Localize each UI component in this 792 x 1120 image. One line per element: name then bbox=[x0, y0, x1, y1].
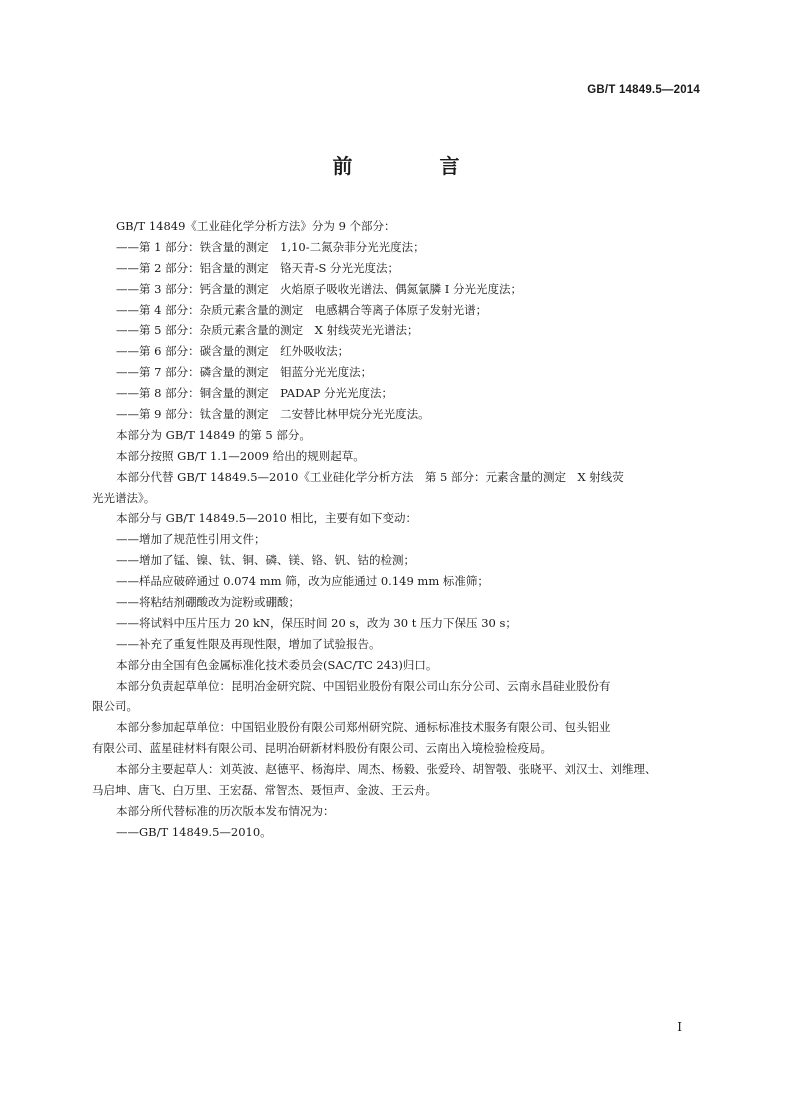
text-line: ——第 2 部分：铝含量的测定 铬天青-S 分光光度法； bbox=[116, 260, 400, 275]
text-line: ——第 8 部分：铜含量的测定 PADAP 分光光度法； bbox=[116, 386, 394, 401]
text-line: 限公司。 bbox=[92, 699, 138, 714]
text-line: 本部分所代替标准的历次版本发布情况为： bbox=[116, 803, 335, 818]
page-title: 前 言 bbox=[332, 154, 500, 178]
text-line: 本部分按照 GB/T 1.1—2009 给出的规则起草。 bbox=[116, 448, 365, 463]
text-line: ——GB/T 14849.5—2010。 bbox=[116, 824, 272, 839]
text-line: 本部分为 GB/T 14849 的第 5 部分。 bbox=[116, 427, 311, 442]
text-line: ——样品应破碎通过 0.074 mm 筛，改为应能通过 0.149 mm 标准筛； bbox=[116, 574, 489, 589]
text-line: 本部分代替 GB/T 14849.5—2010《工业硅化学分析方法 第 5 部分：元素含量的测定 X 射线荧 bbox=[116, 469, 624, 484]
text-line: ——增加了锰、镍、钛、铜、磷、镁、铬、钒、钴的检测； bbox=[116, 553, 415, 568]
text-line: ——第 1 部分：铁含量的测定 1,10-二氮杂菲分光光度法； bbox=[116, 239, 425, 254]
text-line: ——第 4 部分：杂质元素含量的测定 电感耦合等离子体原子发射光谱； bbox=[116, 302, 488, 317]
text-line: 本部分由全国有色金属标准化技术委员会(SAC/TC 243)归口。 bbox=[116, 657, 438, 672]
text-line: ——第 5 部分：杂质元素含量的测定 X 射线荧光光谱法； bbox=[116, 323, 419, 338]
text-line: 本部分主要起草人：刘英波、赵德平、杨海岸、周杰、杨毅、张爱玲、胡智彀、张晓平、刘汉士、刘维理、 bbox=[116, 762, 657, 777]
text-line: 马启坤、唐飞、白万里、王宏磊、常智杰、聂恒声、金波、王云舟。 bbox=[92, 783, 437, 798]
text-line: ——将粘结剂硼酸改为淀粉或硼酸； bbox=[116, 595, 300, 610]
text-line: ——补充了重复性限及再现性限，增加了试验报告。 bbox=[116, 636, 381, 651]
text-line: ——将试料中压片压力 20 kN，保压时间 20 s，改为 30 t 压力下保压 30 s； bbox=[116, 615, 517, 630]
text-line: ——第 3 部分：钙含量的测定 火焰原子吸收光谱法、偶氮氯膦 Ⅰ 分光光度法； bbox=[116, 281, 522, 296]
page-number: Ⅰ bbox=[677, 1020, 682, 1034]
text-line: 本部分与 GB/T 14849.5—2010 相比，主要有如下变动： bbox=[116, 511, 417, 526]
text-line: 光光谱法》。 bbox=[92, 490, 156, 505]
text-line: 本部分负责起草单位：昆明冶金研究院、中国铝业股份有限公司山东分公司、云南永昌硅业股份有 bbox=[116, 678, 611, 693]
text-line: ——第 9 部分：钛含量的测定 二安替比林甲烷分光光度法。 bbox=[116, 407, 430, 422]
text-line: 有限公司、蓝星硅材料有限公司、昆明冶研新材料股份有限公司、云南出入境检验检疫局。 bbox=[92, 741, 552, 756]
text-line: ——第 7 部分：磷含量的测定 钼蓝分光光度法； bbox=[116, 365, 373, 380]
text-line: ——增加了规范性引用文件； bbox=[116, 532, 266, 547]
text-line: 本部分参加起草单位：中国铝业股份有限公司郑州研究院、通标标准技术服务有限公司、包头铝业 bbox=[116, 720, 611, 735]
standard-code: GB/T 14849.5—2014 bbox=[587, 84, 700, 96]
text-line: GB/T 14849《工业硅化学分析方法》分为 9 个部分： bbox=[116, 219, 396, 233]
text-line: ——第 6 部分：碳含量的测定 红外吸收法； bbox=[116, 344, 350, 359]
foreword-body bbox=[92, 216, 704, 843]
